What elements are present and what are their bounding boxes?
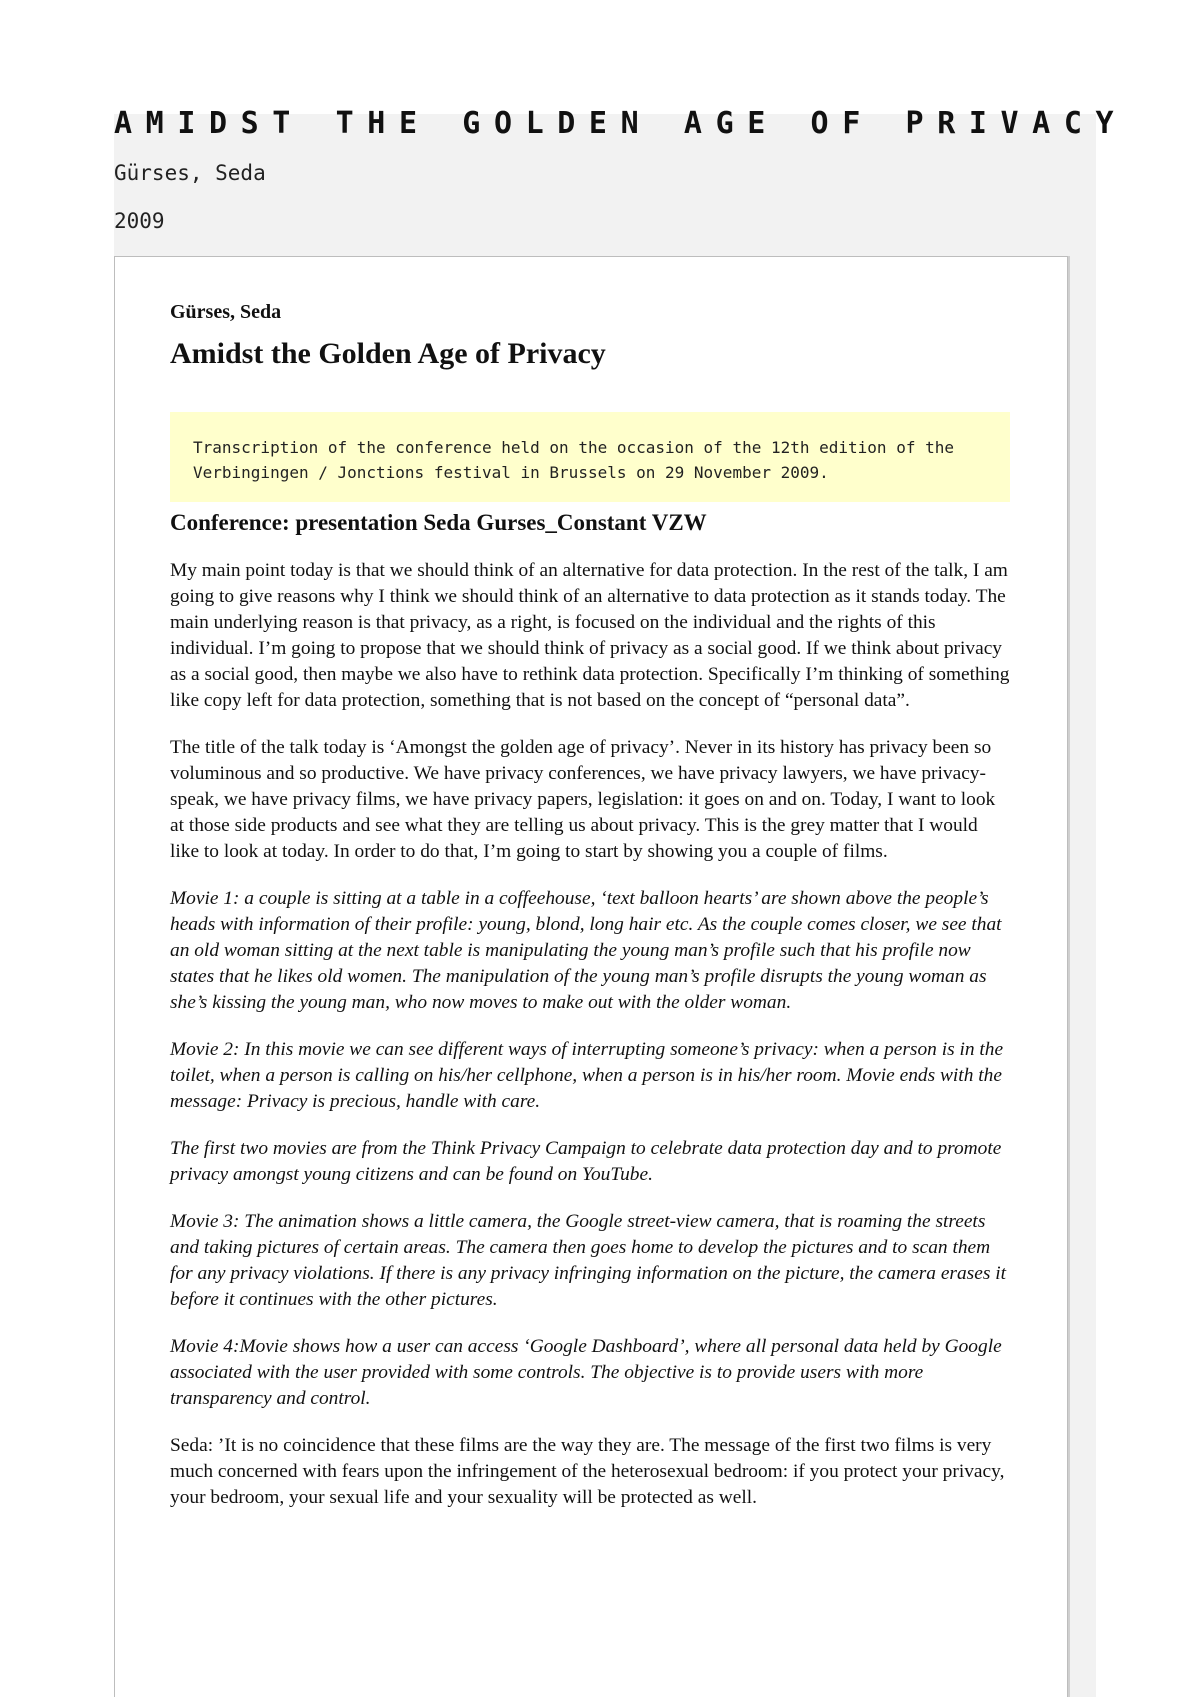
transcription-note: Transcription of the conference held on the occasion of the 12th edition of the Verbingingen / Jonctions festival in Brussels on 29 November 2009. [170, 412, 1010, 502]
paragraph: My main point today is that we should think of an alternative for data protection. In the rest of the talk, I am going to give reasons why I think we should think of an alternative to data protection as it stands today. The main underlying reason is that privacy, as a right, is focused on the individual and the rights of this individual. I’m going to propose that we should think of privacy as a social good. If we think about privacy as a social good, then maybe we also have to rethink data protection. Specifically I’m thinking of something like copy left for data protection, something that is not based on the concept of “personal data”. [170, 560, 1010, 711]
movie-description: Movie 4:Movie shows how a user can access ‘Google Dashboard’, where all personal data held by Google associated with the user provided with some controls. The objective is to provide users with more transparency and control. [170, 1336, 1002, 1409]
section-heading: Conference: presentation Seda Gurses_Constant VZW [170, 510, 707, 535]
movie-description: Movie 2: In this movie we can see different ways of interrupting someone’s privacy: when a person is in the toilet, when a person is calling on his/her cellphone, when a person is in his/her room. Movie ends with the message: Privacy is precious, handle with care. [170, 1039, 1004, 1112]
movie-description: Movie 1: a couple is sitting at a table in a coffeehouse, ‘text balloon hearts’ are shown above the people’s heads with information of their profile: young, blond, long hair etc. As the couple comes closer, we see that an old woman sitting at the next table is manipulating the young man’s profile such that his profile now states that he likes old women. The manipulation of the young man’s profile disrupts the young woman as she’s kissing the young man, who now moves to make out with the older woman. [170, 888, 1002, 1013]
article-body [170, 558, 1010, 1532]
document-title: AMIDST THE GOLDEN AGE OF PRIVACY [114, 106, 1128, 141]
movie-description: Movie 3: The animation shows a little camera, the Google street-view camera, that is roaming the streets and taking pictures of certain areas. The camera then goes home to develop the pictures and to scan them for any privacy violations. If there is any privacy infringing information on the picture, the camera erases it before it continues with the other pictures. [170, 1211, 1006, 1310]
movie-note: The first two movies are from the Think Privacy Campaign to celebrate data protection day and to promote privacy amongst young citizens and can be found on YouTube. [170, 1138, 1002, 1185]
document-author: Gürses, Seda [114, 161, 266, 185]
paragraph: Seda: ’It is no coincidence that these films are the way they are. The message of the first two films is very much concerned with fears upon the infringement of the heterosexual bedroom: if you protect your privacy, your bedroom, your sexual life and your sexuality will be protected as well. [170, 1435, 1005, 1508]
document-year: 2009 [114, 209, 165, 233]
article-frame [114, 256, 1068, 1697]
article-title: Amidst the Golden Age of Privacy [170, 337, 606, 370]
paragraph: The title of the talk today is ‘Amongst the golden age of privacy’. Never in its history has privacy been so voluminous and so productive. We have privacy conferences, we have privacy lawyers, we have privacy-speak, we have privacy films, we have privacy papers, legislation: it goes on and on. Today, I want to look at those side products and see what they are telling us about privacy. This is the grey matter that I would like to look at today. In order to do that, I’m going to start by showing you a couple of films. [170, 737, 996, 862]
article-byline: Gürses, Seda [170, 301, 282, 323]
